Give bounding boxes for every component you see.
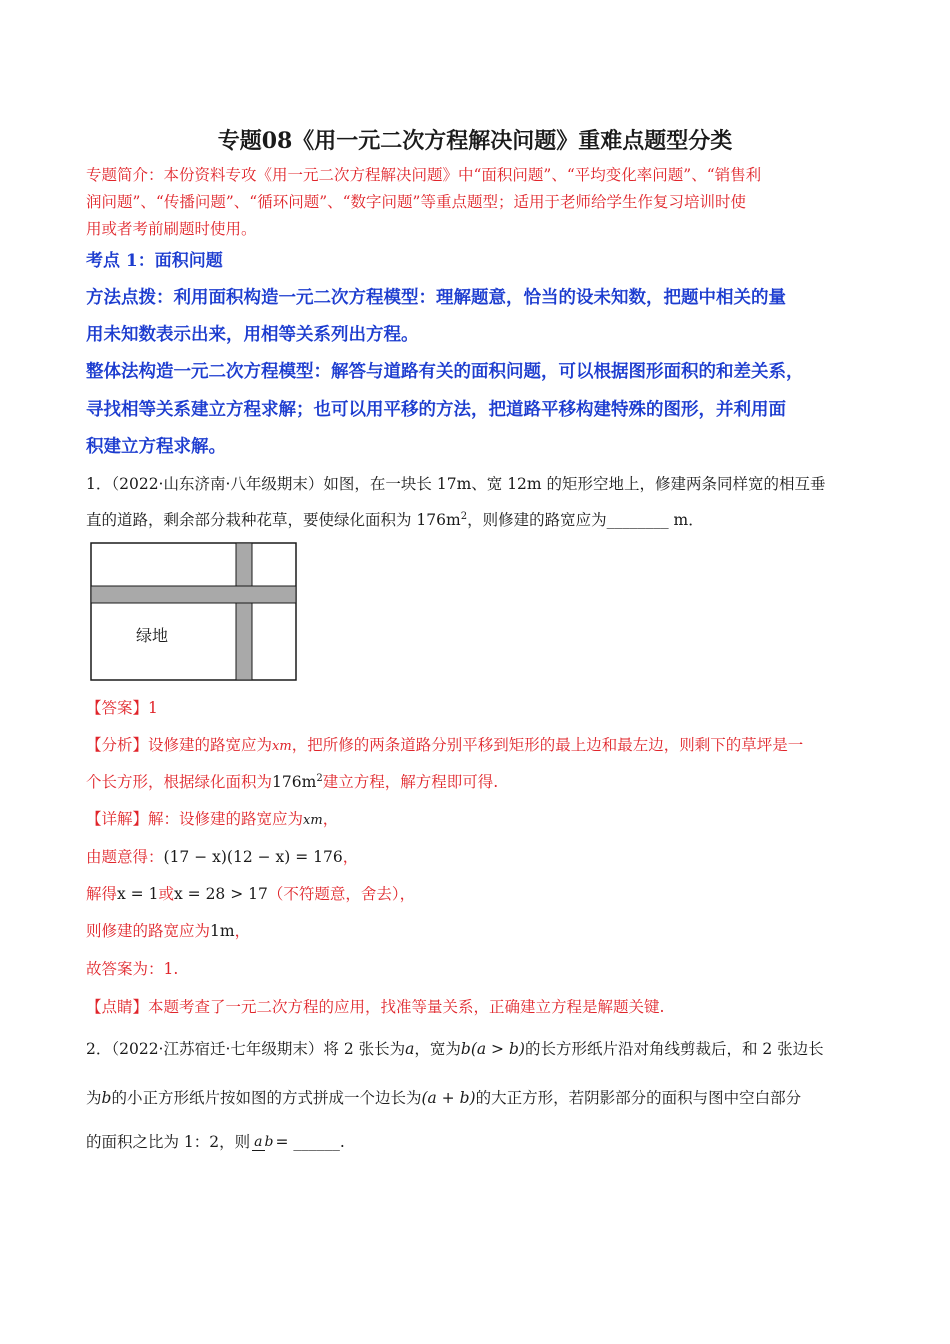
q2-text-1b: ，宽为 — [414, 1040, 461, 1058]
intro-line-2: 润问题”、“传播问题”、“循环问题”、“数字问题”等重点题型；适用于老师给学生作复习培训时使 — [86, 193, 746, 211]
q2-var-b: b — [101, 1089, 112, 1107]
q2-text-2b: 的小正方形纸片按如图的方式拼成一个边长为 — [111, 1089, 422, 1107]
analysis-line-1 — [86, 733, 803, 755]
analysis-line-2 — [86, 770, 498, 792]
detail-text-2-end: ， — [342, 848, 359, 866]
analysis-var-x: xm — [272, 739, 292, 754]
detail-line-3 — [86, 882, 415, 904]
q2-text-1a: 2．（2022·江苏宿迁·七年级期末）将 2 张长为 — [86, 1040, 406, 1058]
analysis-area-value: 176m — [272, 773, 317, 791]
field-outline — [91, 543, 296, 680]
q2-side-length: (a + b) — [421, 1089, 476, 1107]
analysis-text-1b: ，把所修的两条道路分别平移到矩形的最上边和最左边，则剩下的草坪是一 — [291, 736, 804, 754]
answer-tag: 【答案】 — [86, 699, 149, 717]
detail-tag: 【详解】 — [86, 810, 149, 828]
intro-line-3: 用或者考前刷题时使用。 — [86, 220, 257, 238]
road-crossing — [237, 587, 252, 603]
tip-line-1: 方法点拨：利用面积构造一元二次方程模型：理解题意，恰当的设未知数，把题中相关的量 — [86, 288, 786, 308]
q2-var-a: a — [405, 1040, 415, 1058]
comment-line — [86, 995, 664, 1017]
detail-line-4 — [86, 919, 250, 941]
intro-line-1: 专题简介：本份资料专攻《用一元二次方程解决问题》中“面积问题”、“平均变化率问题”、“销售利 — [86, 166, 762, 184]
road-figure — [90, 542, 297, 681]
tip-line-5: 积建立方程求解。 — [86, 437, 226, 457]
q2-line-3 — [86, 1130, 345, 1152]
q1-line-1: 1．（2022·山东济南·八年级期末）如图，在一块长 17m、宽 12m 的矩形空地上，修建两条同样宽的相互垂 — [86, 475, 826, 493]
q2-condition: b(a > b) — [460, 1040, 525, 1058]
q1-line-2 — [86, 508, 704, 530]
answer-value: 1 — [148, 699, 158, 717]
q2-line-2 — [86, 1086, 801, 1108]
analysis-area-sup: 2 — [316, 772, 323, 784]
page-title: 专题08《用一元二次方程解决问题》重难点题型分类 — [217, 128, 733, 154]
detail-solution-2: x = 28 > 17 — [173, 885, 268, 903]
comment-text: 本题考查了一元二次方程的应用，找准等量关系，正确建立方程是解题关键. — [148, 998, 665, 1016]
detail-equation: (17 − x)(12 − x) = 176 — [163, 848, 343, 866]
detail-solution-1: x = 1 — [117, 885, 159, 903]
green-area-label: 绿地 — [136, 628, 169, 645]
q1-text-a: 直的道路，剩余部分栽种花草，要使绿化面积为 176m — [86, 511, 461, 529]
tip-line-3: 整体法构造一元二次方程模型：解答与道路有关的面积问题，可以根据图形面积的和差关系， — [86, 362, 804, 382]
detail-text-2a: 由题意得： — [86, 848, 164, 866]
tip-line-4: 寻找相等关系建立方程求解；也可以用平移的方法，把道路平移构建特殊的图形，并利用面 — [86, 400, 786, 420]
detail-text-1: 解：设修建的路宽应为 — [148, 810, 304, 828]
detail-text-3-mid: 或 — [158, 885, 174, 903]
detail-text-1-end: ， — [322, 810, 339, 828]
q2-text-2a: 为 — [86, 1089, 102, 1107]
analysis-text-1a: 设修建的路宽应为 — [148, 736, 273, 754]
detail-text-4a: 则修建的路宽应为 — [86, 922, 211, 940]
analysis-text-2a: 个长方形，根据绿化面积为 — [86, 773, 273, 791]
detail-line-1 — [86, 807, 338, 829]
q2-fraction-numerator: a — [254, 1134, 263, 1151]
q2-text-3a: 的面积之比为 1：2，则 — [86, 1133, 251, 1151]
vertical-road — [236, 543, 252, 680]
detail-line-5: 故答案为：1. — [86, 960, 179, 978]
tip-line-2: 用未知数表示出来，用相等关系列出方程。 — [86, 325, 419, 345]
q2-text-2c: 的大正方形，若阴影部分的面积与图中空白部分 — [475, 1089, 802, 1107]
q2-fraction-denominator: b — [264, 1134, 274, 1151]
horizontal-road — [91, 586, 296, 603]
detail-width-value: 1m — [210, 922, 235, 940]
detail-text-4-end: ， — [234, 922, 251, 940]
q1-superscript: 2 — [460, 510, 468, 522]
section-heading: 考点 1：面积问题 — [86, 251, 223, 271]
detail-text-3b: （不符题意，舍去）， — [267, 885, 416, 903]
answer-line — [86, 696, 158, 718]
detail-text-3a: 解得 — [86, 885, 118, 903]
comment-tag: 【点睛】 — [86, 998, 149, 1016]
analysis-text-2b: 建立方程，解方程即可得. — [322, 773, 499, 791]
q2-answer-blank: = ______. — [275, 1133, 345, 1151]
q1-text-b: ，则修建的路宽应为________ m． — [467, 511, 704, 529]
analysis-tag: 【分析】 — [86, 736, 149, 754]
detail-line-2 — [86, 845, 358, 867]
detail-var-x: xm — [303, 813, 323, 828]
q2-text-1c: 的长方形纸片沿对角线剪裁后，和 2 张边长 — [524, 1040, 824, 1058]
q2-fraction — [252, 1135, 273, 1150]
q2-line-1 — [86, 1037, 824, 1059]
